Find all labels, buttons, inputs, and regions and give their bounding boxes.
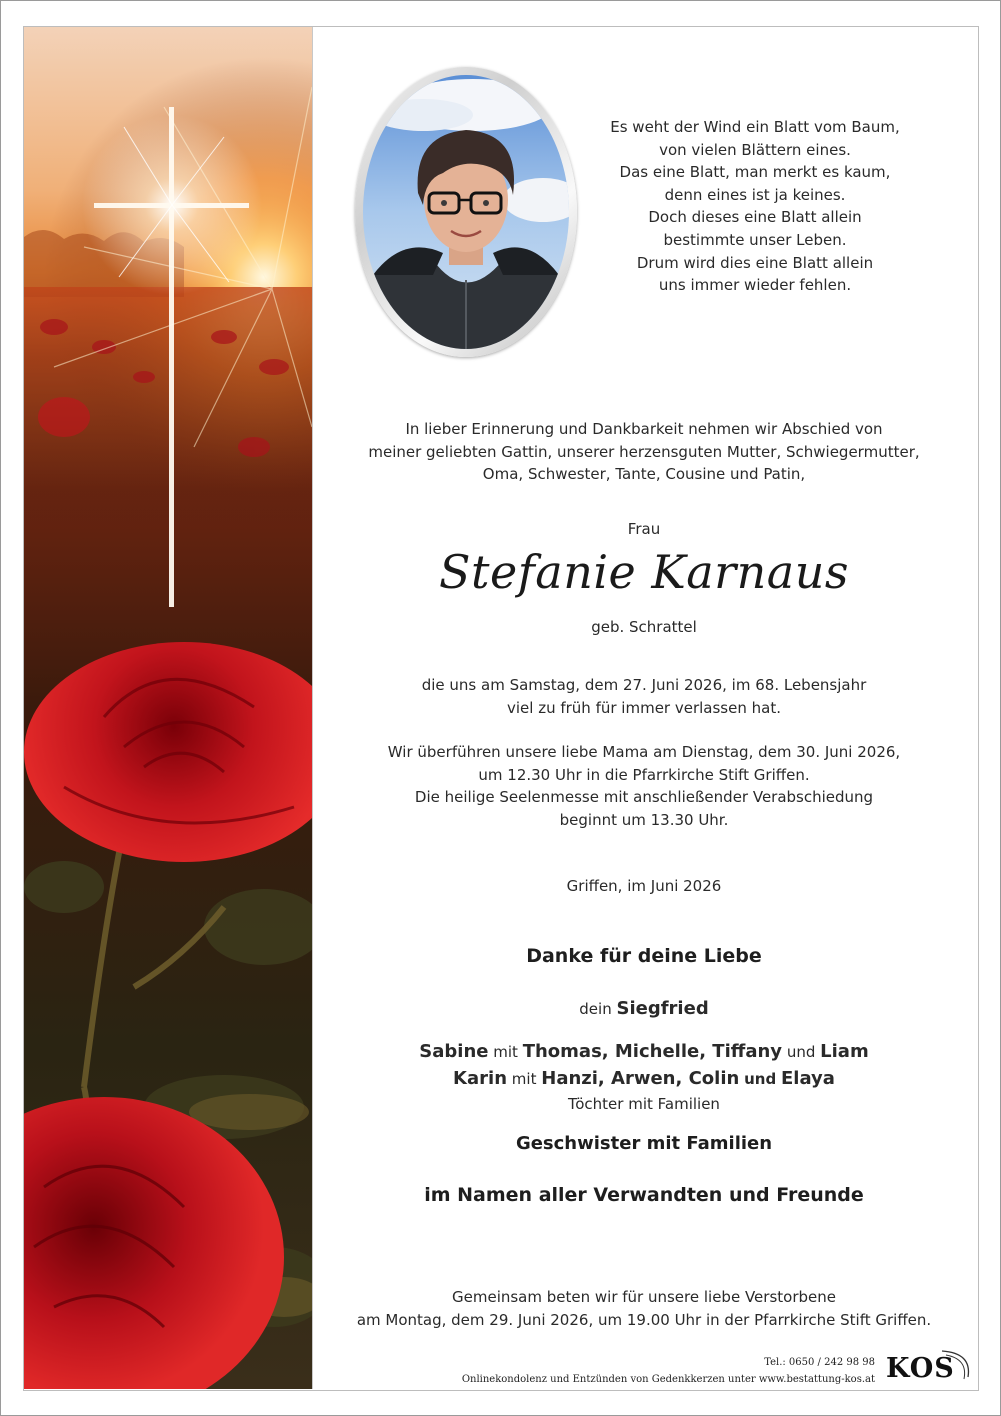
cross-sunset-roses-image [24, 27, 312, 1389]
grandchild-name: Elaya [781, 1068, 835, 1089]
funeral-line: um 12.30 Uhr in die Pfarrkirche Stift Griffen. [478, 765, 810, 784]
spouse-prefix: dein [579, 1000, 612, 1018]
funeral-line: Wir überführen unsere liebe Mama am Dienstag, dem 30. Juni 2026, [387, 743, 901, 761]
logo-text: KOS [886, 1353, 955, 1384]
poem-line: Drum wird dies eine Blatt allein [636, 253, 874, 272]
poem-line: bestimmte unser Leben. [663, 230, 847, 249]
relatives-line: im Namen aller Verwandten und Freunde [424, 1184, 864, 1206]
poem [590, 116, 920, 297]
intro-line: Oma, Schwester, Tante, Cousine und Patin, [482, 465, 806, 484]
death-notice-line: die uns am Samstag, dem 27. Juni 2026, im 68. Lebensjahr [421, 676, 867, 694]
family-line-2 [330, 1068, 958, 1089]
poem-line: uns immer wieder fehlen. [658, 276, 852, 295]
grandchildren-names: Thomas, Michelle, Tiffany [522, 1041, 783, 1062]
poem-line: denn eines ist ja keines. [664, 185, 846, 204]
prayer-line: Gemeinsam beten wir für unsere liebe Verstorbene [452, 1288, 836, 1306]
portrait-photo [363, 75, 569, 349]
death-notice-line: viel zu früh für immer verlassen hat. [507, 698, 781, 717]
salutation: Frau [627, 520, 661, 538]
maiden-name: geb. Schrattel [591, 618, 697, 636]
family-line-1 [330, 1041, 958, 1062]
siblings-line: Geschwister mit Familien [515, 1133, 773, 1154]
daughter-name: Karin [453, 1068, 508, 1089]
panel-divider [312, 27, 313, 1389]
funeral-line: Die heilige Seelenmesse mit anschließender Verabschiedung [414, 788, 874, 807]
with-word: mit [511, 1070, 537, 1088]
with-word: mit [493, 1043, 518, 1061]
funeral-info [330, 741, 958, 831]
and-word: und [786, 1043, 816, 1061]
portrait-frame [355, 67, 577, 357]
thanks-heading: Danke für deine Liebe [526, 945, 762, 967]
deceased-name: Stefanie Karnaus [439, 545, 849, 599]
daughter-name: Sabine [419, 1041, 489, 1062]
intro-line: meiner geliebten Gattin, unserer herzensguten Mutter, Schwiegermutter, [368, 442, 920, 461]
death-notice [330, 674, 958, 719]
spouse-name: Siegfried [616, 998, 709, 1019]
prayer-info [330, 1286, 958, 1331]
kos-logo [884, 1347, 974, 1387]
poem-line: Doch dieses eine Blatt allein [648, 208, 862, 227]
funeral-line: beginnt um 13.30 Uhr. [559, 810, 729, 829]
daughters-caption: Töchter mit Familien [568, 1095, 720, 1113]
intro-text [330, 418, 958, 486]
side-image [24, 27, 312, 1389]
footer-phone: Tel.: 0650 / 242 98 98 [764, 1357, 875, 1368]
place-date: Griffen, im Juni 2026 [566, 877, 722, 895]
footer-online-condolence: Onlinekondolenz und Entzünden von Gedenkkerzen unter www.bestattung-kos.at [461, 1374, 875, 1385]
prayer-line: am Montag, dem 29. Juni 2026, um 19.00 Uhr in der Pfarrkirche Stift Griffen. [356, 1310, 932, 1329]
poem-line: von vielen Blättern eines. [659, 140, 851, 159]
and-word: und [744, 1070, 777, 1088]
poem-line: Das eine Blatt, man merkt es kaum, [619, 163, 891, 182]
intro-line: In lieber Erinnerung und Dankbarkeit nehmen wir Abschied von [405, 420, 883, 438]
spouse-line [330, 998, 958, 1019]
poem-line: Es weht der Wind ein Blatt vom Baum, [610, 118, 900, 136]
grandchildren-names: Hanzi, Arwen, Colin [541, 1068, 740, 1089]
grandchild-name: Liam [820, 1041, 869, 1062]
